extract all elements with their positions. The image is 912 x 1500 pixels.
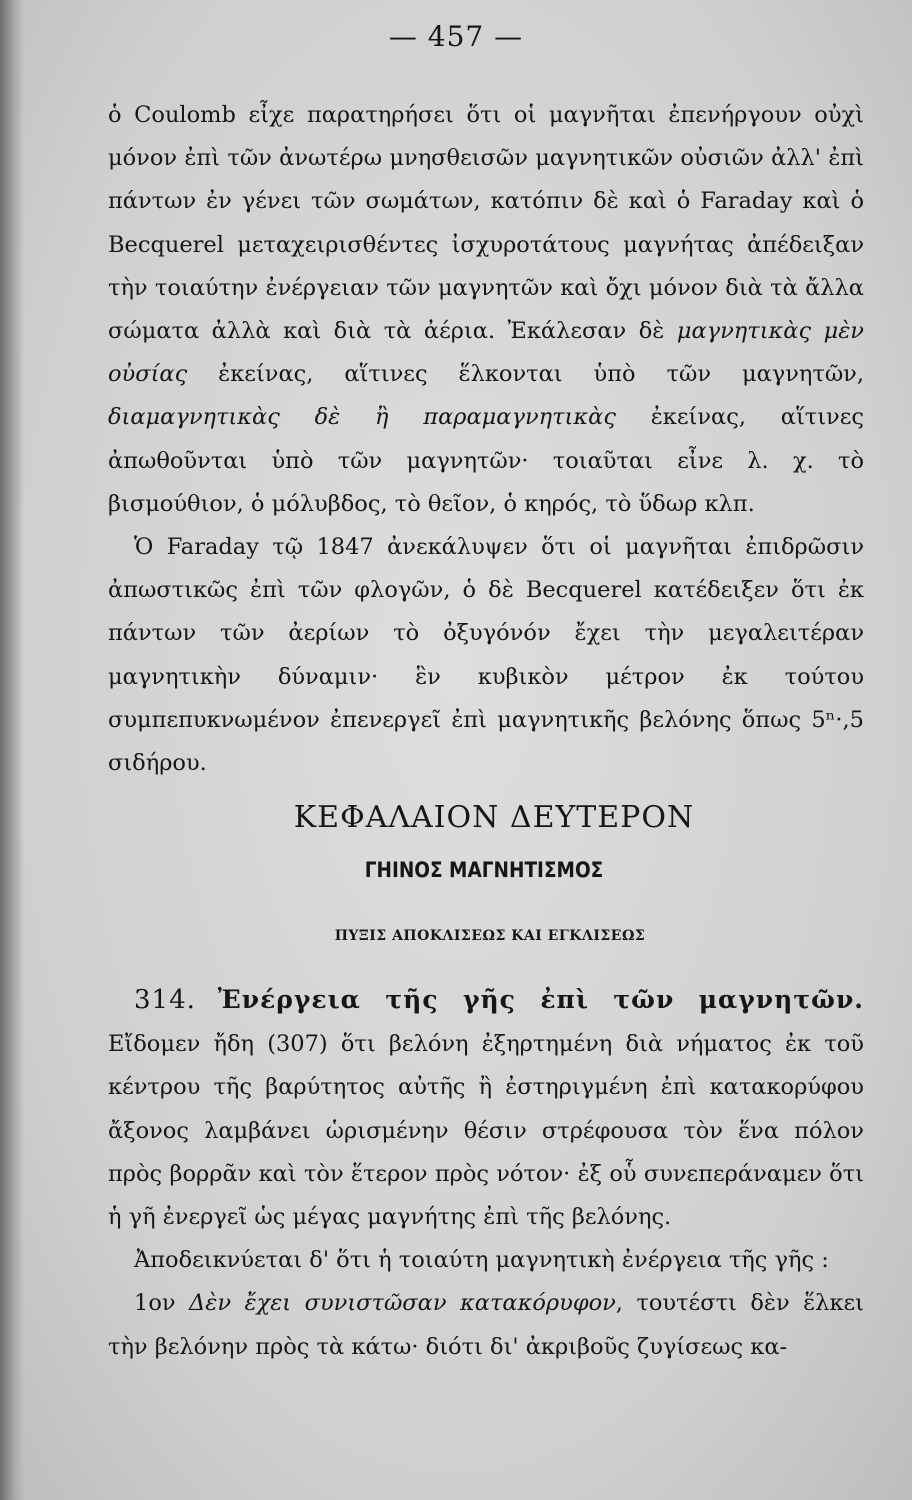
italic-term: διαμαγνητικὰς δὲ ἢ παραμαγνητικὰς [108,404,616,431]
section-paragraph [108,978,864,1239]
section-title: Ἐνέργεια τῆς γῆς ἐπὶ τῶν μαγνητῶν. [217,985,865,1014]
section-number: 314. [134,985,196,1015]
paragraph-magnetism [108,94,864,526]
chapter-title: ΚΕΦΑΛΑΙΟΝ ΔΕΥΤΕΡΟΝ [293,800,695,835]
point-label: 1ον [134,1290,190,1317]
paragraph-demonstration: Ἀποδεικνύεται δ' ὅτι ἡ τοιαύτη μαγνητικὴ ἐνέργεια τῆς γῆς : [134,1247,829,1274]
italic-term: Δὲν ἔχει συνιστῶσαν κατακόρυφον [189,1290,616,1317]
paragraph-text: ἐκείνας, αἵτινες ἕλκονται ὑπὸ τῶν μαγνητῶν, [187,361,864,388]
text-block-top [108,94,864,785]
page-number: — 457 — [388,20,524,53]
paragraph-text: ἐκείνας, αἵτινες ἀπωθοῦνται ὑπὸ τῶν μαγνητῶν· τοιαῦται εἶνε λ. χ. τὸ βισμούθιον, ὁ μόλυβδος, τὸ θεῖον, ὁ κηρός, τὸ ὕδωρ κλπ. [108,404,864,517]
paragraph-text: ὁ Coulomb εἶχε παρατηρήσει ὅτι οἱ μαγνῆται ἐπενήργουν οὐχὶ μόνον ἐπὶ τῶν ἀνωτέρω μνησθεισῶν μαγνητικῶν οὐσιῶν ἀλλ' ἐπὶ πάντων ἐν γένει τῶν σωμάτων, κατόπιν δὲ καὶ ὁ Faraday καὶ ὁ Becquerel μεταχειρισθέντες ἰσχυροτάτους μαγνήτας ἀπέδειξαν τὴν τοιαύτην ἐνέργειαν τῶν μαγνητῶν καὶ ὄχι μόνον διὰ τὰ ἄλλα σώματα ἀλλὰ καὶ διὰ τὰ ἀέρια. Ἐκάλεσαν δὲ [108,102,864,345]
chapter-subtitle: ΓΗΙΝΟΣ ΜΑΓΝΗΤΙΣΜΟΣ [364,858,604,882]
paragraph-first-point [108,1282,864,1368]
section-heading: ΠΥΞΙΣ ΑΠΟΚΛΙΣΕΩΣ ΚΑΙ ΕΓΚΛΙΣΕΩΣ [334,928,646,944]
paragraph-text: , τουτέστι δὲν ἕλκει τὴν βελόνην πρὸς τὰ κάτω· διότι δι' ἀκριβοῦς ζυγίσεως κα- [108,1290,864,1360]
italic-term: μαγνητικὰς μὲν οὐσίας [108,318,864,388]
page-binding-edge [0,0,24,1500]
section-text: Εἴδομεν ἤδη (307) ὅτι βελόνη ἐξηρτημένη διὰ νήματος ἐκ τοῦ κέντρου τῆς βαρύτητος αὐτῆς ἢ ἐστηριγμένη ἐπὶ κατακορύφου ἄξονος λαμβάνει ὡρισμένην θέσιν στρέφουσα τὸν ἕνα πόλον πρὸς βορρᾶν καὶ τὸν ἕτερον πρὸς νότον· ἐξ οὗ συνεπεράναμεν ὅτι ἡ γῆ ἐνεργεῖ ὡς μέγας μαγνήτης ἐπὶ τῆς βελόνης. [108,1031,864,1231]
paragraph-faraday: Ὁ Faraday τῷ 1847 ἀνεκάλυψεν ὅτι οἱ μαγνῆται ἐπιδρῶσιν ἀπωστικῶς ἐπὶ τῶν φλογῶν, ὁ δὲ Becquerel κατέδειξεν ὅτι ἐκ πάντων τῶν ἀερίων τὸ ὀξυγόνόν ἔχει τὴν μεγαλειτέραν μαγνητικὴν δύναμιν· ἓν κυβικὸν μέτρον ἐκ τούτου συμπεπυκνωμένον ἐπενεργεῖ ἐπὶ μαγνητικῆς βελόνης ὅπως 5ⁿ·,5 σιδήρου. [108,534,864,777]
text-block-bottom [108,978,864,1369]
